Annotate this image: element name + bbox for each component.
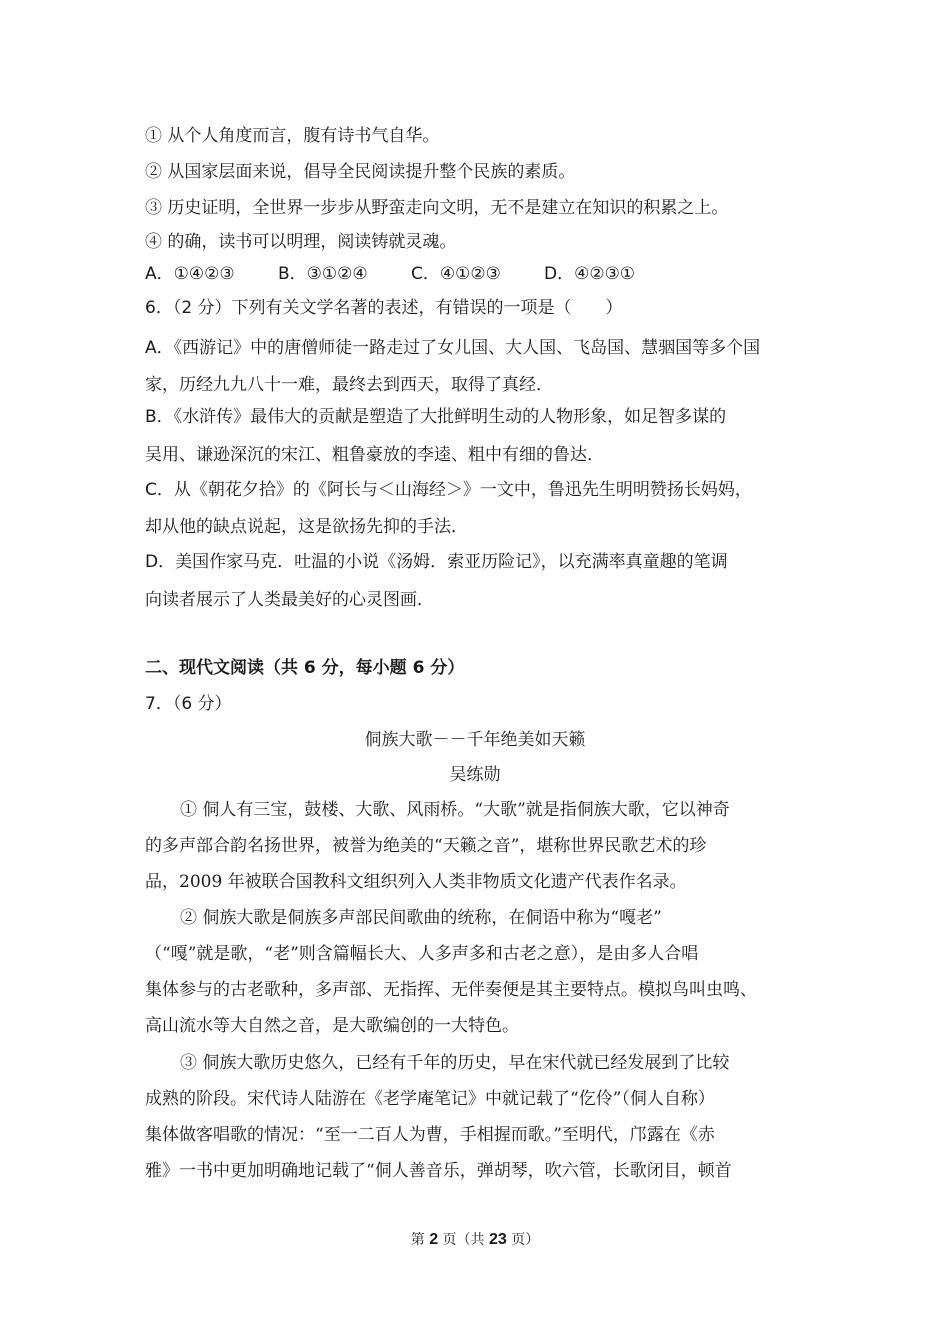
option-d: D．④②③① — [544, 264, 636, 284]
paragraph-2-line2: （“嘎”就是歌，“老”则含篇幅长大、人多声多和古老之意），是由多人合唱 — [145, 944, 699, 964]
paragraph-2-line1: ② 侗族大歌是侗族多声部民间歌曲的统称，在侗语中称为“嘎老” — [180, 908, 662, 928]
q6-option-d-line1: D．美国作家马克．吐温的小说《汤姆．索亚历险记》，以充满率真童趣的笔调 — [145, 552, 728, 572]
q6-stem: 6．（2 分）下列有关文学名著的表述，有错误的一项是（ ） — [145, 298, 623, 318]
paragraph-3-line4: 雅》一书中更加明确地记载了“侗人善音乐，弹胡琴，吹六管，长歌闭目，顿首 — [145, 1161, 732, 1181]
paragraph-1-line1: ① 侗人有三宝，鼓楼、大歌、风雨桥。“大歌”就是指侗族大歌，它以神奇 — [180, 800, 730, 820]
page-number: 2 — [429, 1231, 439, 1248]
q6-option-b-line2: 吴用、谦逊深沉的宋江、粗鲁豪放的李逵、粗中有细的鲁达． — [145, 445, 604, 465]
q6-option-c-line2: 却从他的缺点说起，这是欲扬先抑的手法． — [145, 517, 468, 537]
option-c: C．④①②③ — [411, 264, 501, 284]
paragraph-1-line3: 品，2009 年被联合国教科文组织列入人类非物质文化遗产代表作名录。 — [145, 872, 687, 892]
option-a: A．①④②③ — [145, 264, 235, 284]
q6-option-a-line2: 家，历经九九八十一难，最终去到西天，取得了真经． — [145, 375, 553, 395]
paragraph-2-line3: 集体参与的古老歌种，多声部、无指挥、无伴奏便是其主要特点。模拟鸟叫虫鸣、 — [145, 980, 757, 1000]
footer-suffix: 页） — [511, 1232, 540, 1248]
footer-mid: 页（共 — [442, 1232, 485, 1248]
sentence-1: ① 从个人角度而言，腹有诗书气自华。 — [145, 126, 440, 146]
article-author: 吴练勋 — [449, 765, 501, 785]
q6-option-b-line1: B．《水浒传》最伟大的贡献是塑造了大批鲜明生动的人物形象，如足智多谋的 — [145, 407, 727, 427]
page-footer — [0, 1229, 950, 1249]
paragraph-3-line1: ③ 侗族大歌历史悠久，已经有千年的历史，早在宋代就已经发展到了比较 — [180, 1053, 730, 1073]
footer-prefix: 第 — [410, 1232, 425, 1248]
q7-label: 7．（6 分） — [145, 694, 232, 714]
sentence-3: ③ 历史证明，全世界一步步从野蛮走向文明，无不是建立在知识的积累之上。 — [145, 198, 729, 218]
q5-options — [145, 262, 635, 286]
section-heading: 二、现代文阅读（共 6 分，每小题 6 分） — [145, 658, 465, 678]
article-title: 侗族大歌－－千年绝美如天籁 — [364, 730, 586, 750]
sentence-2: ② 从国家层面来说，倡导全民阅读提升整个民族的素质。 — [145, 162, 576, 182]
q6-option-a-line1: A．《西游记》中的唐僧师徒一路走过了女儿国、大人国、飞岛国、慧骃国等多个国 — [145, 338, 761, 358]
paragraph-2-line4: 高山流水等大自然之音，是大歌编创的一大特色。 — [145, 1016, 519, 1036]
q6-option-d-line2: 向读者展示了人类最美好的心灵图画． — [145, 590, 434, 610]
paragraph-3-line2: 成熟的阶段。宋代诗人陆游在《老学庵笔记》中就记载了“仡伶”（侗人自称） — [145, 1089, 715, 1109]
total-pages: 23 — [489, 1231, 507, 1248]
q6-option-c-line1: C．从《朝花夕拾》的《阿长与＜山海经＞》一文中，鲁迅先生明明赞扬长妈妈， — [145, 480, 752, 500]
sentence-4: ④ 的确，读书可以明理，阅读铸就灵魂。 — [145, 232, 457, 252]
paragraph-3-line3: 集体做客唱歌的情况：“至一二百人为曹，手相握而歌。”至明代，邝露在《赤 — [145, 1125, 715, 1145]
option-b: B．③①②④ — [278, 264, 368, 284]
paragraph-1-line2: 的多声部合韵名扬世界，被誉为绝美的“天籁之音”，堪称世界民歌艺术的珍 — [145, 836, 707, 856]
